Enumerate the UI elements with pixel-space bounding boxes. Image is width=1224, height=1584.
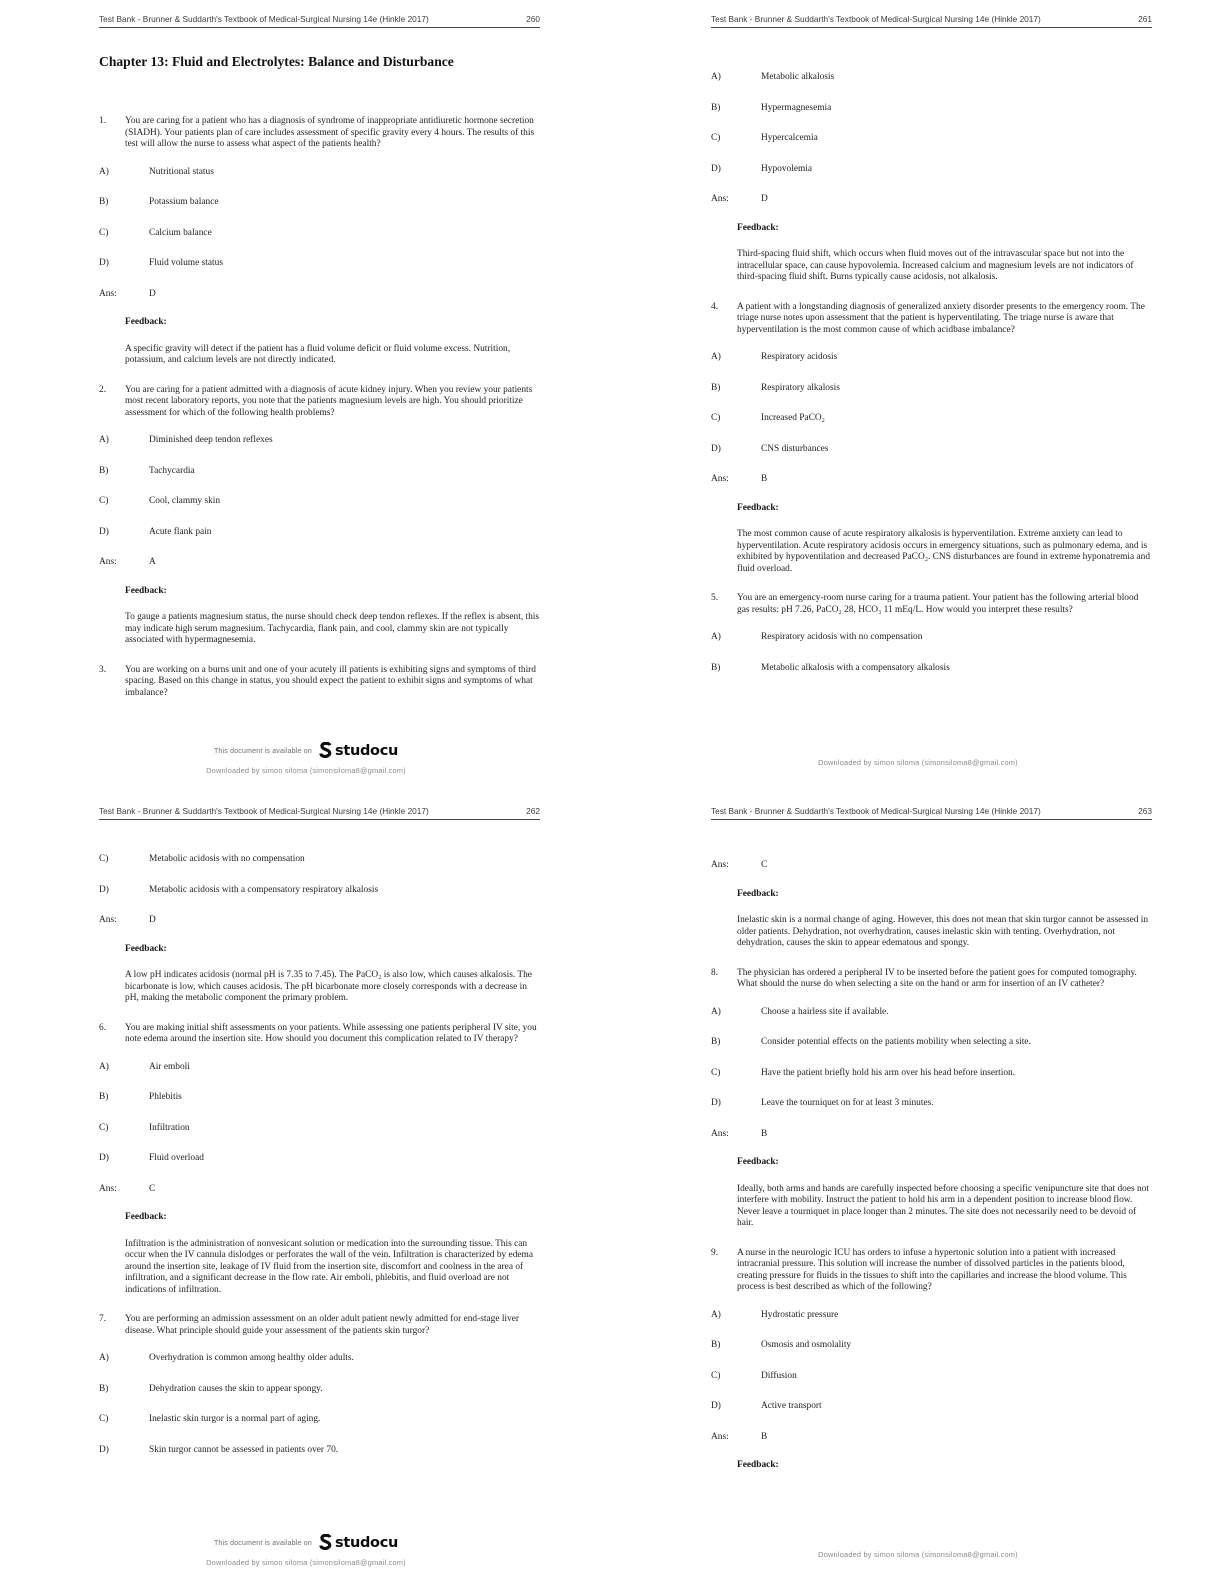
option-row [711, 1340, 1152, 1352]
page-header [711, 14, 1152, 28]
question-text: A nurse in the neurologic ICU has orders to infuse a hypertonic solution into a patient with increased intracranial pressure. This solution will increase the number of dissolved particles in the patients blood, creating pressure for fluids in the tissues to shift into the capillaries and increase the blood volume. This process is best described as which of the following? [737, 1247, 1127, 1292]
option-letter: A) [711, 1006, 721, 1017]
option-row [99, 1414, 540, 1426]
option-text: Osmosis and osmolality [761, 1340, 852, 1350]
page-footer [0, 1534, 612, 1568]
studocu-icon [319, 742, 332, 761]
option-letter: A) [711, 1309, 721, 1320]
answer-label: Ans: [99, 557, 117, 567]
question-number: 6. [99, 1022, 107, 1033]
option-letter: B) [711, 382, 721, 393]
answer-row [99, 915, 540, 927]
answer-value: D [149, 288, 156, 299]
option-text: Choose a hairless site if available. [761, 1006, 889, 1017]
question-row [711, 1248, 1152, 1294]
footer-available-text: This document is available on [213, 747, 312, 755]
option-row [99, 527, 540, 539]
option-text: Inelastic skin turgor is a normal part of aging. [149, 1414, 321, 1424]
answer-row [711, 194, 1152, 206]
option-letter: B) [99, 1383, 109, 1394]
option-text: Potassium balance [149, 197, 219, 207]
page-263 [612, 792, 1224, 1584]
option-letter: B) [711, 662, 721, 673]
option-letter: D) [99, 1444, 109, 1455]
option-letter: B) [99, 197, 109, 207]
question-number: 4. [711, 301, 719, 312]
question-row [711, 593, 1152, 616]
answer-value: B [761, 1431, 768, 1442]
option-text: Hydrostatic pressure [761, 1309, 839, 1320]
option-text: Respiratory alkalosis [761, 382, 840, 393]
question-number: 3. [99, 664, 107, 675]
feedback-text: Infiltration is the administration of nonvesicant solution or medication into the surrounding tissue. This can occur when the IV cannula dislodges or perforates the wall of the vein. Infiltration is characterized by edema around the insertion site, leakage of IV fluid from the insertion site, discomfort and coolness in the area of infiltration, and a significant decrease in the flow rate. Air emboli, phlebitis, and fluid overload are not indications of infiltration. [125, 1238, 533, 1295]
option-row [711, 663, 1152, 675]
question-text: You are caring for a patient admitted with a diagnosis of acute kidney injury. When you review your patients most recent laboratory reports, you note that the patients magnesium levels are high. You should prioritize assessment for which of the following health problems? [125, 384, 533, 418]
option-letter: B) [99, 465, 109, 476]
option-text: Tachycardia [149, 465, 195, 476]
question-row [99, 665, 540, 700]
question-text: You are an emergency-room nurse caring for a trauma patient. Your patient has the following arterial blood gas results: pH 7.26, PaCO₂ 28, HCO₃ 11 mEq/L. How would you interpret these results? [737, 593, 1139, 615]
question-number: 2. [99, 384, 107, 395]
page-header-title: Test Bank - Brunner & Suddarth's Textbook of Medical-Surgical Nursing 14e (Hinkle 2017) [711, 14, 1041, 24]
studocu-wordmark: studocu [334, 1534, 399, 1551]
option-row [711, 133, 1152, 145]
option-row [711, 1310, 1152, 1322]
answer-row [711, 1129, 1152, 1141]
feedback-label: Feedback: [125, 317, 167, 327]
option-row [99, 197, 540, 209]
answer-row [99, 289, 540, 301]
option-letter: D) [99, 258, 109, 268]
option-letter: B) [711, 1340, 721, 1350]
option-row [99, 1153, 540, 1165]
option-row [99, 496, 540, 508]
option-letter: C) [711, 1370, 721, 1381]
option-row [99, 854, 540, 866]
feedback-text: Ideally, both arms and hands are carefully inspected before choosing a specific venipuncture site that does not interfere with mobility. Instruct the patient to hold his arm in a dependent position to increase blood flow. Never leave a tourniquet in place longer than 2 minutes. The site does not necessarily need to be devoid of hair. [737, 1183, 1150, 1228]
option-text: Diffusion [761, 1370, 797, 1381]
footer-downloaded-text: Downloaded by simon siloma (simonsiloma8@gmail.com) [818, 1549, 1018, 1559]
footer-downloaded-text: Downloaded by simon siloma (simonsiloma8@gmail.com) [206, 1557, 406, 1567]
option-text: Hypermagnesemia [761, 102, 832, 113]
option-text: Hypercalcemia [761, 133, 818, 143]
question-row [99, 116, 540, 151]
page-number: 263 [1138, 806, 1152, 816]
option-text: Air emboli [149, 1061, 190, 1072]
option-text: Metabolic acidosis with no compensation [149, 854, 305, 864]
page-header [99, 806, 540, 820]
question-number: 8. [711, 967, 719, 978]
question-row [711, 968, 1152, 991]
page-footer [612, 1549, 1224, 1561]
answer-row [99, 1184, 540, 1196]
option-letter: C) [99, 1414, 109, 1424]
feedback-label: Feedback: [737, 1460, 779, 1470]
option-text: Increased PaCO₂ [761, 413, 825, 423]
answer-value: A [149, 557, 156, 567]
option-row [711, 1371, 1152, 1383]
answer-value: C [761, 860, 768, 870]
option-row [711, 444, 1152, 456]
studocu-logo[interactable] [319, 1534, 398, 1553]
option-letter: A) [711, 72, 721, 82]
question-text: The physician has ordered a peripheral IV to be inserted before the patient goes for computed tomography. What should the nurse do when selecting a site on the hand or arm for insertion of an IV catheter? [737, 967, 1137, 989]
answer-value: D [149, 915, 156, 925]
option-row [99, 885, 540, 897]
option-row [99, 1092, 540, 1104]
option-row [711, 72, 1152, 84]
feedback-label: Feedback: [125, 585, 167, 596]
option-row [711, 1068, 1152, 1080]
option-text: Consider potential effects on the patients mobility when selecting a site. [761, 1037, 1031, 1047]
answer-row [711, 1432, 1152, 1444]
chapter-title: Chapter 13: Fluid and Electrolytes: Balance and Disturbance [99, 54, 454, 69]
question-row [99, 1314, 540, 1337]
question-text: A patient with a longstanding diagnosis of generalized anxiety disorder presents to the emergency room. The triage nurse notes upon assessment that the patient is hyperventilating. The triage nurse is aware that hyperventilation is the most common cause of which acidbase imbalance? [737, 301, 1145, 335]
answer-value: B [761, 1128, 768, 1139]
answer-value: C [149, 1183, 156, 1194]
option-text: Dehydration causes the skin to appear spongy. [149, 1383, 323, 1394]
answer-label: Ans: [711, 194, 729, 204]
option-row [99, 435, 540, 447]
option-row [711, 103, 1152, 115]
question-number: 9. [711, 1247, 719, 1258]
option-row [711, 352, 1152, 364]
feedback-text: The most common cause of acute respiratory alkalosis is hyperventilation. Extreme anxiety can lead to hyperventilation. Acute respiratory acidosis occurs in emergency situations, such as pulmonary edema, and is exhibited by hypoventilation and decreased PaCO₂. CNS disturbances are found in extreme hyponatremia and fluid overload. [737, 529, 1151, 574]
option-row [711, 1037, 1152, 1049]
feedback-label: Feedback: [737, 502, 779, 513]
question-row [99, 385, 540, 420]
feedback-text: To gauge a patients magnesium status, the nurse should check deep tendon reflexes. If the reflex is absent, this may indicate high serum magnesium. Tachycardia, flank pain, and cool, clammy skin are not typically associated with hypermagnesemia. [125, 612, 540, 645]
question-text: You are caring for a patient who has a diagnosis of syndrome of inappropriate antidiuretic hormone secretion (SIADH). Your patients plan of care includes assessment of specific gravity every 4 hours. The results of this test will allow the nurse to assess what aspect of the patients health? [125, 116, 535, 149]
page-body [711, 28, 1152, 674]
option-text: Fluid volume status [149, 258, 223, 268]
option-letter: D) [711, 443, 721, 454]
footer-available-row [0, 742, 612, 761]
page-footer [612, 757, 1224, 769]
option-row [99, 228, 540, 240]
option-text: CNS disturbances [761, 443, 829, 454]
option-letter: D) [711, 163, 721, 174]
option-row [711, 413, 1152, 425]
option-letter: C) [711, 1067, 721, 1078]
footer-available-text: This document is available on [213, 1539, 312, 1547]
page-header [711, 806, 1152, 820]
option-letter: C) [99, 496, 109, 506]
page-260 [0, 0, 612, 792]
answer-label: Ans: [99, 288, 117, 299]
option-letter: D) [99, 884, 109, 895]
option-letter: C) [99, 227, 109, 238]
option-letter: D) [99, 526, 109, 537]
question-row [99, 1023, 540, 1046]
page-number: 260 [526, 14, 540, 24]
page-body [99, 820, 540, 1456]
feedback-text: A low pH indicates acidosis (normal pH is 7.35 to 7.45). The PaCO₂ is also low, which causes alkalosis. The bicarbonate is low, which causes acidosis. The pH bicarbonate more closely corresponds with a decrease in pH, making the metabolic component the primary problem. [125, 970, 532, 1003]
answer-label: Ans: [711, 860, 729, 870]
studocu-icon [319, 1534, 332, 1553]
question-text: You are making initial shift assessments on your patients. While assessing one patients peripheral IV site, you note edema around the insertion site. How should you document this complication related to IV therapy? [125, 1022, 537, 1044]
page-header [99, 14, 540, 28]
option-text: Cool, clammy skin [149, 496, 221, 506]
option-row [99, 1123, 540, 1135]
question-number: 7. [99, 1314, 107, 1324]
option-letter: D) [711, 1098, 721, 1108]
page-number: 262 [526, 806, 540, 816]
question-text: You are performing an admission assessment on an older adult patient newly admitted for end-stage liver disease. What principle should guide your assessment of the patients skin turgor? [125, 1314, 520, 1336]
answer-row [99, 557, 540, 569]
footer-downloaded-text: Downloaded by simon siloma (simonsiloma8@gmail.com) [206, 765, 406, 775]
option-letter: C) [99, 854, 109, 864]
option-letter: A) [711, 632, 721, 642]
option-row [711, 383, 1152, 395]
page-body [99, 70, 540, 699]
footer-available-row [0, 1534, 612, 1553]
option-row [99, 1062, 540, 1074]
feedback-label: Feedback: [125, 943, 167, 954]
option-text: Metabolic alkalosis with a compensatory alkalosis [761, 662, 950, 673]
feedback-text: Inelastic skin is a normal change of aging. However, this does not mean that skin turgor cannot be assessed in older patients. Dehydration, not overhydration, causes inelastic skin with tenting. Overhydration, not dehydration, causes the skin to appear edematous and spongy. [737, 915, 1149, 948]
studocu-wordmark: studocu [334, 742, 399, 759]
answer-label: Ans: [99, 915, 117, 925]
option-letter: B) [711, 102, 721, 113]
page-262 [0, 792, 612, 1584]
option-text: Nutritional status [149, 166, 214, 177]
option-text: Phlebitis [149, 1092, 182, 1102]
answer-value: D [761, 194, 768, 204]
footer-downloaded-text: Downloaded by simon siloma (simonsiloma8@gmail.com) [818, 757, 1018, 767]
option-letter: D) [711, 1401, 721, 1411]
option-letter: C) [711, 133, 721, 143]
page-header-title: Test Bank - Brunner & Suddarth's Textbook of Medical-Surgical Nursing 14e (Hinkle 2017) [99, 14, 429, 24]
option-letter: A) [99, 435, 109, 445]
option-text: Metabolic acidosis with a compensatory respiratory alkalosis [149, 884, 379, 895]
option-text: Active transport [761, 1401, 822, 1411]
option-text: Calcium balance [149, 227, 212, 238]
option-letter: A) [99, 1061, 109, 1072]
option-text: Acute flank pain [149, 526, 212, 537]
option-row [711, 1007, 1152, 1019]
option-row [99, 466, 540, 478]
page-header-title: Test Bank - Brunner & Suddarth's Textbook of Medical-Surgical Nursing 14e (Hinkle 2017) [99, 806, 429, 816]
page-number: 261 [1138, 14, 1152, 24]
option-text: Respiratory acidosis with no compensation [761, 632, 923, 642]
option-text: Hypovolemia [761, 163, 813, 174]
option-letter: C) [711, 413, 721, 423]
page-header-title: Test Bank - Brunner & Suddarth's Textbook of Medical-Surgical Nursing 14e (Hinkle 2017) [711, 806, 1041, 816]
page-body [711, 820, 1152, 1472]
option-text: Overhydration is common among healthy older adults. [149, 1353, 354, 1363]
question-text: You are working on a burns unit and one of your acutely ill patients is exhibiting signs and symptoms of third spacing. Based on this change in status, you should expect the patient to exhibit signs and symptoms of what imbalance? [125, 664, 536, 698]
option-text: Diminished deep tendon reflexes [149, 435, 273, 445]
option-row [711, 1401, 1152, 1413]
option-letter: B) [99, 1092, 109, 1102]
option-letter: A) [99, 1353, 109, 1363]
option-text: Leave the tourniquet on for at least 3 minutes. [761, 1098, 934, 1108]
option-letter: A) [99, 166, 109, 177]
question-row [711, 302, 1152, 337]
answer-row [711, 474, 1152, 486]
answer-row [711, 860, 1152, 872]
question-number: 1. [99, 116, 107, 126]
page-261 [612, 0, 1224, 792]
feedback-text: A specific gravity will detect if the patient has a fluid volume deficit or fluid volume excess. Nutrition, potassium, and calcium levels are not directly indicated. [125, 343, 511, 365]
answer-label: Ans: [99, 1183, 117, 1194]
feedback-label: Feedback: [737, 1157, 779, 1167]
option-letter: D) [99, 1153, 109, 1163]
option-row [99, 1353, 540, 1365]
feedback-label: Feedback: [737, 888, 779, 899]
option-row [99, 167, 540, 179]
option-text: Fluid overload [149, 1153, 204, 1163]
option-row [711, 164, 1152, 176]
question-number: 5. [711, 593, 719, 603]
answer-label: Ans: [711, 1431, 729, 1442]
option-text: Metabolic alkalosis [761, 72, 835, 82]
option-row [99, 1445, 540, 1457]
option-letter: C) [99, 1122, 109, 1133]
option-letter: B) [711, 1037, 721, 1047]
studocu-logo[interactable] [319, 742, 398, 761]
page-footer [0, 742, 612, 776]
answer-label: Ans: [711, 1128, 729, 1139]
feedback-label: Feedback: [737, 222, 779, 233]
option-text: Respiratory acidosis [761, 352, 838, 362]
answer-value: B [761, 474, 768, 484]
answer-label: Ans: [711, 474, 729, 484]
feedback-text: Third-spacing fluid shift, which occurs when fluid moves out of the intravascular space but not into the intracellular space, can cause hypovolemia. Increased calcium and magnesium levels are not indicators of third-spacing fluid shift. Burns typically cause acidosis, not alkalosis. [737, 249, 1134, 282]
option-row [711, 632, 1152, 644]
option-row [99, 1384, 540, 1396]
option-row [99, 258, 540, 270]
option-text: Have the patient briefly hold his arm over his head before insertion. [761, 1067, 1016, 1078]
option-row [711, 1098, 1152, 1110]
feedback-label: Feedback: [125, 1212, 167, 1222]
option-letter: A) [711, 352, 721, 362]
option-text: Infiltration [149, 1122, 190, 1133]
option-text: Skin turgor cannot be assessed in patients over 70. [149, 1444, 339, 1455]
